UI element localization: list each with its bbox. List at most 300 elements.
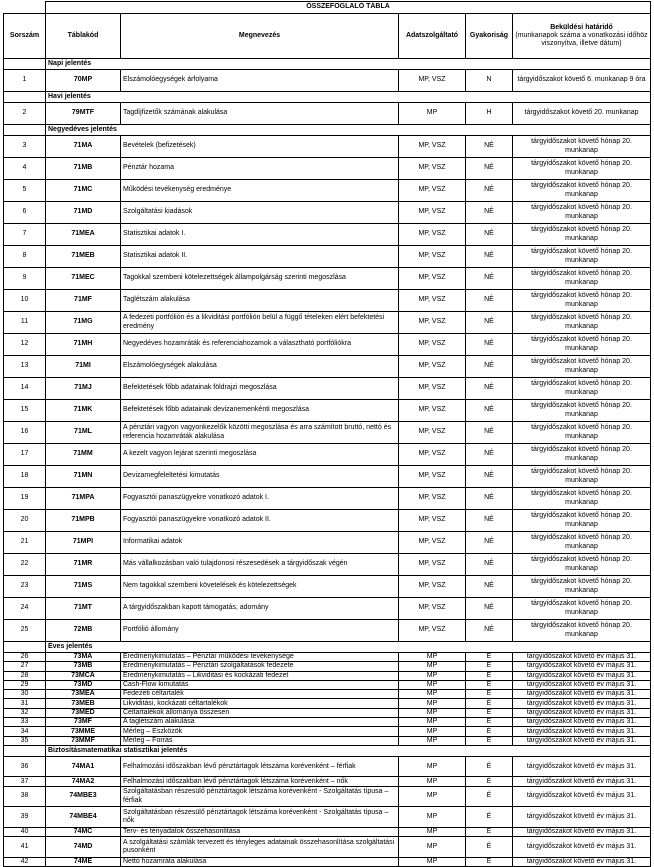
row-frequency: NÉ <box>466 312 513 334</box>
row-name: A kezelt vagyon lejárat szerinti megoszlása <box>121 444 399 466</box>
row-table-code: 71MPA <box>46 488 121 510</box>
row-name: Szolgáltatásban részesülő pénztártagok létszáma korévenként - Szolgáltatás típusa – férfiak <box>121 786 399 807</box>
row-number: 30 <box>4 690 46 699</box>
table-row <box>4 718 651 727</box>
row-provider: MP, VSZ <box>399 444 466 466</box>
row-frequency: É <box>466 718 513 727</box>
table-row <box>4 246 651 268</box>
row-frequency: É <box>466 736 513 745</box>
section-row <box>4 125 651 136</box>
row-number: 9 <box>4 268 46 290</box>
row-name: Statisztikai adatok II. <box>121 246 399 268</box>
row-name: Nem tagokkal szembeni követelések és kötelezettségek <box>121 576 399 598</box>
row-number: 22 <box>4 554 46 576</box>
table-row <box>4 400 651 422</box>
row-table-code: 73MMF <box>46 736 121 745</box>
row-number: 20 <box>4 510 46 532</box>
table-row <box>4 662 651 671</box>
row-provider: MP <box>399 653 466 662</box>
row-provider: MP <box>399 786 466 807</box>
row-name: A taglétszám alakulása <box>121 718 399 727</box>
table-row <box>4 466 651 488</box>
row-name: Más vállalkozásban való tulajdonosi részesedések a tárgyidőszak végén <box>121 554 399 576</box>
row-number: 21 <box>4 532 46 554</box>
row-frequency: É <box>466 699 513 708</box>
row-frequency: NÉ <box>466 334 513 356</box>
row-table-code: 71MC <box>46 180 121 202</box>
row-table-code: 71MPB <box>46 510 121 532</box>
row-frequency: É <box>466 680 513 689</box>
row-table-code: 71MH <box>46 334 121 356</box>
row-name: A pénztári vagyon vagyonkezelők közötti megoszlása és arra számított bruttó, nettó és referencia hozamráták alakulása <box>121 422 399 444</box>
row-number: 27 <box>4 662 46 671</box>
row-number: 33 <box>4 718 46 727</box>
section-row <box>4 59 651 70</box>
row-deadline: tárgyidőszakot követő hónap 20. munkanap <box>513 444 651 466</box>
row-number: 29 <box>4 680 46 689</box>
row-name: Pénztár hozama <box>121 158 399 180</box>
table-row <box>4 837 651 858</box>
row-deadline: tárgyidőszakot követő hónap 20. munkanap <box>513 422 651 444</box>
row-provider: MP, VSZ <box>399 356 466 378</box>
row-deadline: tárgyidőszakot követő év május 31. <box>513 708 651 717</box>
row-name: Elszámolóegységek árfolyama <box>121 70 399 92</box>
row-deadline: tárgyidőszakot követő hónap 20. munkanap <box>513 400 651 422</box>
row-number: 36 <box>4 756 46 777</box>
row-name: Tagdíjfizetők számának alakulása <box>121 103 399 125</box>
row-provider: MP, VSZ <box>399 290 466 312</box>
table-row <box>4 620 651 642</box>
row-table-code: 74MBE4 <box>46 807 121 828</box>
row-deadline: tárgyidőszakot követő év május 31. <box>513 699 651 708</box>
table-row <box>4 727 651 736</box>
row-table-code: 73MB <box>46 662 121 671</box>
row-table-code: 71MPI <box>46 532 121 554</box>
row-number: 8 <box>4 246 46 268</box>
row-frequency: NÉ <box>466 356 513 378</box>
row-name: Informatikai adatok <box>121 532 399 554</box>
row-frequency: NÉ <box>466 268 513 290</box>
header-row <box>4 14 651 59</box>
row-name: Eredménykimutatás – Pénztári szolgáltatások fedezete <box>121 662 399 671</box>
row-frequency: É <box>466 786 513 807</box>
row-table-code: 71MD <box>46 202 121 224</box>
row-number: 35 <box>4 736 46 745</box>
table-row <box>4 70 651 92</box>
table-row <box>4 180 651 202</box>
row-name: Elszámolóegységek alakulása <box>121 356 399 378</box>
row-deadline: tárgyidőszakot követő év május 31. <box>513 727 651 736</box>
row-number: 32 <box>4 708 46 717</box>
row-table-code: 71MEC <box>46 268 121 290</box>
row-provider: MP, VSZ <box>399 422 466 444</box>
row-provider: MP <box>399 857 466 866</box>
row-deadline: tárgyidőszakot követő hónap 20. munkanap <box>513 598 651 620</box>
row-provider: MP, VSZ <box>399 158 466 180</box>
row-provider: MP, VSZ <box>399 620 466 642</box>
section-row <box>4 642 651 653</box>
row-name: Devizamegfeleltetési kimutatás <box>121 466 399 488</box>
row-number: 41 <box>4 837 46 858</box>
row-name: Befektetések főbb adatainak devizanemenkénti megoszlása <box>121 400 399 422</box>
row-name: Mérleg – Forrás <box>121 736 399 745</box>
table-row <box>4 268 651 290</box>
row-table-code: 72MB <box>46 620 121 642</box>
row-table-code: 73MEB <box>46 699 121 708</box>
row-number: 37 <box>4 777 46 786</box>
row-number: 6 <box>4 202 46 224</box>
row-frequency: É <box>466 708 513 717</box>
row-frequency: NÉ <box>466 202 513 224</box>
row-deadline: tárgyidőszakot követő hónap 20. munkanap <box>513 334 651 356</box>
row-name: Cash-Flow kimutatás <box>121 680 399 689</box>
table-row <box>4 857 651 866</box>
row-name: Fogyasztói panaszügyekre vonatkozó adatok I. <box>121 488 399 510</box>
section-row <box>4 745 651 756</box>
row-provider: MP, VSZ <box>399 532 466 554</box>
table-row <box>4 532 651 554</box>
row-name: A tárgyidőszakban kapott támogatás, adomány <box>121 598 399 620</box>
row-provider: MP, VSZ <box>399 180 466 202</box>
row-provider: MP, VSZ <box>399 554 466 576</box>
row-name: Portfólió állomány <box>121 620 399 642</box>
row-frequency: NÉ <box>466 158 513 180</box>
row-number: 10 <box>4 290 46 312</box>
row-table-code: 71MR <box>46 554 121 576</box>
row-frequency: NÉ <box>466 488 513 510</box>
row-deadline: tárgyidőszakot követő év május 31. <box>513 736 651 745</box>
row-deadline: tárgyidőszakot követő év május 31. <box>513 807 651 828</box>
table-row <box>4 202 651 224</box>
row-frequency: NÉ <box>466 136 513 158</box>
row-number: 24 <box>4 598 46 620</box>
row-name: Negyedéves hozamráták és referenciahozamok a választható portfóliókra <box>121 334 399 356</box>
row-number: 18 <box>4 466 46 488</box>
row-frequency: É <box>466 653 513 662</box>
table-row <box>4 103 651 125</box>
row-deadline: tárgyidőszakot követő év május 31. <box>513 857 651 866</box>
table-row <box>4 488 651 510</box>
row-table-code: 71MJ <box>46 378 121 400</box>
row-deadline: tárgyidőszakot követő hónap 20. munkanap <box>513 136 651 158</box>
row-frequency: NÉ <box>466 598 513 620</box>
row-table-code: 71MA <box>46 136 121 158</box>
row-name: Fedezeti céltartalék <box>121 690 399 699</box>
row-number: 13 <box>4 356 46 378</box>
row-frequency: É <box>466 827 513 836</box>
row-deadline: tárgyidőszakot követő év május 31. <box>513 718 651 727</box>
row-provider: MP <box>399 680 466 689</box>
row-name: Tagokkal szembeni kötelezettségek állampolgárság szerinti megoszlása <box>121 268 399 290</box>
row-deadline: tárgyidőszakot követő 20. munkanap <box>513 103 651 125</box>
row-table-code: 71MEA <box>46 224 121 246</box>
row-name: Eredménykimutatás – Pénztár működési tevékenysége <box>121 653 399 662</box>
row-deadline: tárgyidőszakot követő hónap 20. munkanap <box>513 620 651 642</box>
table-row <box>4 290 651 312</box>
row-deadline: tárgyidőszakot követő év május 31. <box>513 837 651 858</box>
row-number: 38 <box>4 786 46 807</box>
row-table-code: 71MB <box>46 158 121 180</box>
row-deadline: tárgyidőszakot követő év május 31. <box>513 690 651 699</box>
row-provider: MP <box>399 756 466 777</box>
row-number: 1 <box>4 70 46 92</box>
table-row <box>4 356 651 378</box>
section-title: Negyedéves jelentés <box>46 125 651 136</box>
row-number: 11 <box>4 312 46 334</box>
table-row <box>4 312 651 334</box>
section-title: Havi jelentés <box>46 92 651 103</box>
row-number: 34 <box>4 727 46 736</box>
table-row <box>4 756 651 777</box>
row-name: A fedezeti portfólión és a likviditási portfólión belül a függő tételeken elért befektetési eredmény <box>121 312 399 334</box>
row-deadline: tárgyidőszakot követő év május 31. <box>513 777 651 786</box>
row-number: 15 <box>4 400 46 422</box>
row-name: Működési tevékenység eredménye <box>121 180 399 202</box>
row-name: Befektetések főbb adatainak földrajzi megoszlása <box>121 378 399 400</box>
table-row <box>4 136 651 158</box>
row-table-code: 71MK <box>46 400 121 422</box>
row-name: Szolgáltatási kiadások <box>121 202 399 224</box>
row-table-code: 79MTF <box>46 103 121 125</box>
row-provider: MP, VSZ <box>399 268 466 290</box>
row-frequency: NÉ <box>466 444 513 466</box>
row-table-code: 73MF <box>46 718 121 727</box>
row-provider: MP <box>399 103 466 125</box>
row-name: Szolgáltatásban részesülő pénztártagok létszáma korévenként - Szolgáltatás típusa – nők <box>121 807 399 828</box>
row-deadline: tárgyidőszakot követő év május 31. <box>513 680 651 689</box>
row-deadline: tárgyidőszakot követő hónap 20. munkanap <box>513 246 651 268</box>
row-number: 16 <box>4 422 46 444</box>
row-number: 42 <box>4 857 46 866</box>
row-table-code: 74ME <box>46 857 121 866</box>
row-deadline: tárgyidőszakot követő hónap 20. munkanap <box>513 554 651 576</box>
row-provider: MP <box>399 727 466 736</box>
row-number: 7 <box>4 224 46 246</box>
row-frequency: N <box>466 70 513 92</box>
row-number: 14 <box>4 378 46 400</box>
table-row <box>4 334 651 356</box>
row-provider: MP <box>399 718 466 727</box>
table-row <box>4 699 651 708</box>
header-adatszolgaltato: Adatszolgáltató <box>399 14 466 59</box>
row-frequency: É <box>466 690 513 699</box>
row-frequency: É <box>466 662 513 671</box>
row-deadline: tárgyidőszakot követő hónap 20. munkanap <box>513 268 651 290</box>
row-frequency: É <box>466 837 513 858</box>
row-number: 31 <box>4 699 46 708</box>
row-number: 17 <box>4 444 46 466</box>
row-number: 23 <box>4 576 46 598</box>
row-number: 26 <box>4 653 46 662</box>
row-table-code: 71MG <box>46 312 121 334</box>
row-provider: MP, VSZ <box>399 488 466 510</box>
table-title: ÖSSZEFOGLALÓ TÁBLA <box>46 2 651 14</box>
table-row <box>4 680 651 689</box>
table-row <box>4 708 651 717</box>
row-frequency: NÉ <box>466 576 513 598</box>
table-row <box>4 444 651 466</box>
row-deadline: tárgyidőszakot követő hónap 20. munkanap <box>513 576 651 598</box>
table-row <box>4 690 651 699</box>
table-row <box>4 598 651 620</box>
header-bekuldesi-subtitle: (munkanapok száma a vonatkozási időhöz viszonyítva, illetve dátum) <box>515 31 648 48</box>
row-frequency: NÉ <box>466 532 513 554</box>
row-deadline: tárgyidőszakot követő hónap 20. munkanap <box>513 510 651 532</box>
row-name: A szolgáltatási számlák tervezett és tényleges adatainak összehasonlítása szolgáltatási pusonként <box>121 837 399 858</box>
row-table-code: 74MC <box>46 827 121 836</box>
row-table-code: 74MD <box>46 837 121 858</box>
row-deadline: tárgyidőszakot követő hónap 20. munkanap <box>513 224 651 246</box>
row-name: Nettó hozamráta alakulása <box>121 857 399 866</box>
row-frequency: É <box>466 857 513 866</box>
row-table-code: 71ML <box>46 422 121 444</box>
row-number: 12 <box>4 334 46 356</box>
row-deadline: tárgyidőszakot követő hónap 20. munkanap <box>513 378 651 400</box>
header-bekuldesi <box>513 14 651 59</box>
row-name: Felhalmozási időszakban lévő pénztártagok létszáma korévenként – férfiak <box>121 756 399 777</box>
row-frequency: É <box>466 777 513 786</box>
row-provider: MP <box>399 708 466 717</box>
row-deadline: tárgyidőszakot követő hónap 20. munkanap <box>513 488 651 510</box>
row-deadline: tárgyidőszakot követő év május 31. <box>513 786 651 807</box>
row-frequency: É <box>466 727 513 736</box>
row-name: Mérleg – Eszközök <box>121 727 399 736</box>
summary-table <box>3 1 651 867</box>
row-provider: MP, VSZ <box>399 224 466 246</box>
row-number: 19 <box>4 488 46 510</box>
table-row <box>4 777 651 786</box>
table-row <box>4 576 651 598</box>
row-provider: MP <box>399 690 466 699</box>
row-number: 39 <box>4 807 46 828</box>
row-frequency: NÉ <box>466 620 513 642</box>
row-provider: MP <box>399 671 466 680</box>
row-frequency: NÉ <box>466 290 513 312</box>
table-row <box>4 510 651 532</box>
row-frequency: É <box>466 807 513 828</box>
table-row <box>4 807 651 828</box>
row-provider: MP, VSZ <box>399 576 466 598</box>
row-table-code: 73MD <box>46 680 121 689</box>
row-table-code: 73MCA <box>46 671 121 680</box>
row-provider: MP, VSZ <box>399 202 466 224</box>
row-table-code: 73MED <box>46 708 121 717</box>
row-name: Fogyasztói panaszügyekre vonatkozó adatok II. <box>121 510 399 532</box>
header-megnevezes: Megnevezés <box>121 14 399 59</box>
table-row <box>4 378 651 400</box>
row-number: 2 <box>4 103 46 125</box>
row-provider: MP, VSZ <box>399 136 466 158</box>
row-provider: MP, VSZ <box>399 70 466 92</box>
row-provider: MP, VSZ <box>399 246 466 268</box>
row-frequency: NÉ <box>466 246 513 268</box>
row-frequency: NÉ <box>466 554 513 576</box>
row-provider: MP, VSZ <box>399 598 466 620</box>
row-number: 3 <box>4 136 46 158</box>
row-provider: MP <box>399 662 466 671</box>
table-row <box>4 827 651 836</box>
row-deadline: tárgyidőszakot követő hónap 20. munkanap <box>513 532 651 554</box>
row-number: 40 <box>4 827 46 836</box>
table-row <box>4 158 651 180</box>
row-table-code: 74MA2 <box>46 777 121 786</box>
row-frequency: NÉ <box>466 224 513 246</box>
row-frequency: NÉ <box>466 400 513 422</box>
row-number: 4 <box>4 158 46 180</box>
row-number: 28 <box>4 671 46 680</box>
row-table-code: 73MA <box>46 653 121 662</box>
row-provider: MP <box>399 807 466 828</box>
table-row <box>4 671 651 680</box>
row-provider: MP, VSZ <box>399 466 466 488</box>
header-gyakorisag: Gyakoriság <box>466 14 513 59</box>
table-row <box>4 786 651 807</box>
row-table-code: 74MA1 <box>46 756 121 777</box>
row-frequency: É <box>466 671 513 680</box>
row-provider: MP, VSZ <box>399 378 466 400</box>
row-deadline: tárgyidőszakot követő hónap 20. munkanap <box>513 466 651 488</box>
row-table-code: 73MME <box>46 727 121 736</box>
row-provider: MP, VSZ <box>399 312 466 334</box>
row-deadline: tárgyidőszakot követő hónap 20. munkanap <box>513 202 651 224</box>
row-name: Taglétszám alakulása <box>121 290 399 312</box>
row-deadline: tárgyidőszakot követő hónap 20. munkanap <box>513 180 651 202</box>
row-name: Eredménykimutatás – Likviditási és kockázati fedezet <box>121 671 399 680</box>
row-provider: MP, VSZ <box>399 510 466 532</box>
header-tablakod: Táblakód <box>46 14 121 59</box>
row-deadline: tárgyidőszakot követő hónap 20. munkanap <box>513 158 651 180</box>
row-table-code: 71MEB <box>46 246 121 268</box>
row-name: Likviditási, kockázati céltartalékok <box>121 699 399 708</box>
row-table-code: 73MEA <box>46 690 121 699</box>
row-frequency: NÉ <box>466 180 513 202</box>
row-table-code: 74MBE3 <box>46 786 121 807</box>
header-sorszam: Sorszám <box>4 14 46 59</box>
row-table-code: 71MM <box>46 444 121 466</box>
row-provider: MP, VSZ <box>399 334 466 356</box>
row-table-code: 71MS <box>46 576 121 598</box>
row-deadline: tárgyidőszakot követő hónap 20. munkanap <box>513 312 651 334</box>
row-name: Bevételek (befizetések) <box>121 136 399 158</box>
row-frequency: NÉ <box>466 466 513 488</box>
row-deadline: tárgyidőszakot követő hónap 20. munkanap <box>513 290 651 312</box>
row-frequency: NÉ <box>466 510 513 532</box>
row-provider: MP <box>399 837 466 858</box>
row-number: 5 <box>4 180 46 202</box>
header-bekuldesi-title: Beküldési határidő <box>550 23 613 31</box>
row-deadline: tárgyidőszakot követő év május 31. <box>513 756 651 777</box>
row-frequency: H <box>466 103 513 125</box>
table-row <box>4 653 651 662</box>
row-table-code: 71MI <box>46 356 121 378</box>
table-row <box>4 224 651 246</box>
row-table-code: 71MF <box>46 290 121 312</box>
row-provider: MP <box>399 827 466 836</box>
row-frequency: NÉ <box>466 378 513 400</box>
table-row <box>4 736 651 745</box>
row-table-code: 70MP <box>46 70 121 92</box>
table-row <box>4 554 651 576</box>
row-table-code: 71MN <box>46 466 121 488</box>
section-title: Napi jelentés <box>46 59 651 70</box>
row-deadline: tárgyidőszakot követő év május 31. <box>513 827 651 836</box>
row-frequency: É <box>466 756 513 777</box>
row-name: Céltartalékok állománya összesen <box>121 708 399 717</box>
row-number: 25 <box>4 620 46 642</box>
row-deadline: tárgyidőszakot követő 6. munkanap 9 óra <box>513 70 651 92</box>
row-frequency: NÉ <box>466 422 513 444</box>
row-provider: MP <box>399 736 466 745</box>
